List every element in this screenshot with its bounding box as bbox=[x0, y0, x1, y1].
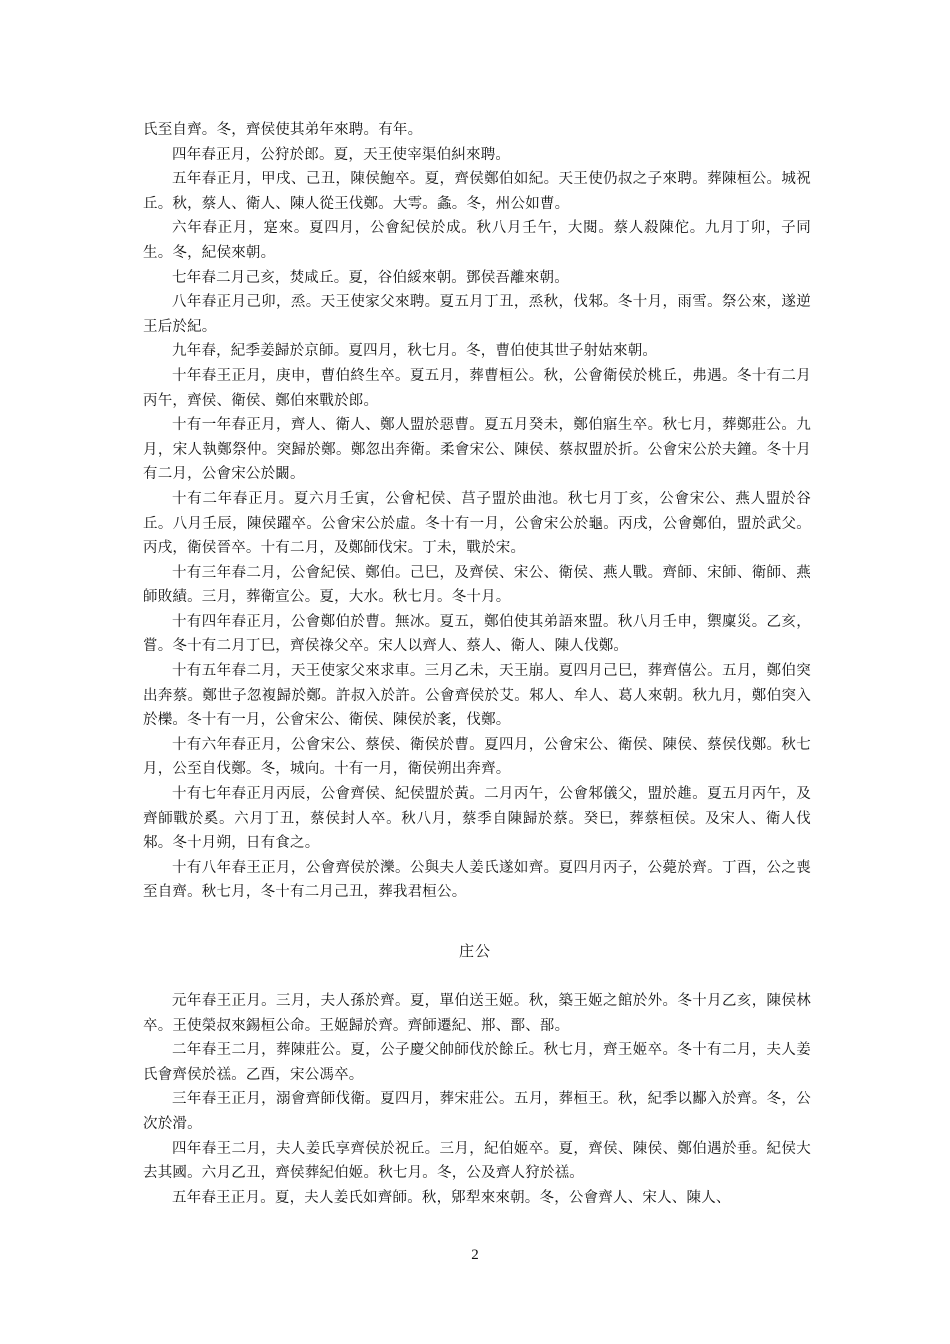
paragraph: 十有六年春正月，公會宋公、蔡侯、衛侯於曹。夏四月，公會宋公、衛侯、陳侯、蔡侯伐鄭。秋七月，公至自伐鄭。冬，城向。十有一月，衛侯朔出奔齊。 bbox=[143, 736, 811, 778]
paragraph: 九年春，紀季姜歸於京師。夏四月，秋七月。冬，曹伯使其世子射姑來朝。 bbox=[172, 343, 658, 360]
paragraph: 十有四年春正月，公會鄭伯於曹。無冰。夏五，鄭伯使其弟語來盟。秋八月壬申，禦廩災。乙亥，嘗。冬十有二月丁巳，齊侯祿父卒。宋人以齊人、蔡人、衛人、陳人伐鄭。 bbox=[143, 613, 811, 655]
paragraph: 十有二年春正月。夏六月壬寅，公會杞侯、莒子盟於曲池。秋七月丁亥，公會宋公、燕人盟於谷丘。八月壬辰，陳侯躍卒。公會宋公於虛。冬十有一月，公會宋公於龜。丙戌，公會鄭伯，盟於武父。丙戌，衛侯晉卒。十有二月，及鄭師伐宋。丁未，戰於宋。 bbox=[143, 490, 811, 557]
paragraph: 十有八年春王正月，公會齊侯於濼。公與夫人姜氏遂如齊。夏四月丙子，公薨於齊。丁酉，公之喪至自齊。秋七月，冬十有二月己丑，葬我君桓公。 bbox=[143, 859, 811, 901]
paragraph: 十有一年春正月，齊人、衛人、鄭人盟於惡曹。夏五月癸未，鄭伯寤生卒。秋七月，葬鄭莊公。九月，宋人執鄭祭仲。突歸於鄭。鄭忽出奔衛。柔會宋公、陳侯、蔡叔盟於折。公會宋公於夫鐘。冬十月有二月，公會宋公於闞。 bbox=[143, 417, 811, 483]
chronicle-section-zhuang bbox=[143, 989, 811, 1210]
paragraph: 十年春王正月，庚申，曹伯終生卒。夏五月，葬曹桓公。秋，公會衛侯於桃丘，弗遇。冬十有二月丙午，齊侯、衛侯、鄭伯來戰於郎。 bbox=[143, 367, 811, 409]
paragraph: 七年春二月己亥，焚咸丘。夏，谷伯綏來朝。鄧侯吾離來朝。 bbox=[172, 269, 569, 286]
section-heading: 庄公 bbox=[458, 942, 491, 960]
paragraph: 五年春王正月。夏，夫人姜氏如齊師。秋，郳犁來來朝。冬，公會齊人、宋人、陳人、 bbox=[172, 1189, 731, 1206]
paragraph: 五年春正月，甲戌、己丑，陳侯鮑卒。夏，齊侯鄭伯如紀。天王使仍叔之子來聘。葬陳桓公。城祝丘。秋，蔡人、衛人、陳人從王伐鄭。大雩。螽。冬，州公如曹。 bbox=[143, 171, 811, 212]
paragraph: 氏至自齊。冬，齊侯使其弟年來聘。有年。 bbox=[143, 122, 423, 138]
paragraph: 四年春正月，公狩於郎。夏，天王使宰渠伯糾來聘。 bbox=[172, 146, 511, 163]
paragraph: 四年春王二月，夫人姜氏享齊侯於祝丘。三月，紀伯姬卒。夏，齊侯、陳侯、鄭伯遇於垂。紀侯大去其國。六月乙丑，齊侯葬紀伯姬。秋七月。冬，公及齊人狩於禚。 bbox=[143, 1140, 811, 1182]
paragraph: 三年春王正月，溺會齊師伐衛。夏四月，葬宋莊公。五月，葬桓王。秋，紀季以酅入於齊。冬，公次於滑。 bbox=[143, 1091, 811, 1132]
paragraph: 十有七年春正月丙辰，公會齊侯、紀侯盟於黃。二月丙午，公會邾儀父，盟於趡。夏五月丙午，及齊師戰於奚。六月丁丑，蔡侯封人卒。秋八月，蔡季自陳歸於蔡。癸巳，葬蔡桓侯。及宋人、衛人伐邾。冬十月朔，日有食之。 bbox=[143, 786, 811, 852]
paragraph: 二年春王二月，葬陳莊公。夏，公子慶父帥師伐於餘丘。秋七月，齊王姬卒。冬十有二月，夫人姜氏會齊侯於禚。乙酉，宋公馮卒。 bbox=[143, 1042, 811, 1083]
paragraph: 六年春正月，寔來。夏四月，公會紀侯於成。秋八月壬午，大閱。蔡人殺陳佗。九月丁卯，子同生。冬，紀侯來朝。 bbox=[143, 220, 811, 261]
paragraph: 元年春王正月。三月，夫人孫於齊。夏，單伯送王姬。秋，築王姬之館於外。冬十月乙亥，陳侯林卒。王使榮叔來錫桓公命。王姬歸於齊。齊師遷紀、郱、鄑、郚。 bbox=[143, 993, 811, 1034]
paragraph: 八年春正月己卯，烝。天王使家父來聘。夏五月丁丑，烝秋，伐邾。冬十月，雨雪。祭公來，遂逆王后於紀。 bbox=[143, 294, 811, 335]
paragraph: 十有三年春二月，公會紀侯、鄭伯。己巳，及齊侯、宋公、衛侯、燕人戰。齊師、宋師、衛師、燕師敗績。三月，葬衛宣公。夏，大水。秋七月。冬十月。 bbox=[143, 564, 811, 606]
chronicle-section-huan bbox=[143, 118, 811, 905]
paragraph: 十有五年春二月，天王使家父來求車。三月乙未，天王崩。夏四月己巳，葬齊僖公。五月，鄭伯突出奔蔡。鄭世子忽複歸於鄭。許叔入於許。公會齊侯於艾。邾人、牟人、葛人來朝。秋九月，鄭伯突入於櫟。冬十有一月，公會宋公、衛侯、陳侯於袲，伐鄭。 bbox=[143, 663, 811, 729]
page-number: 2 bbox=[471, 1247, 479, 1263]
